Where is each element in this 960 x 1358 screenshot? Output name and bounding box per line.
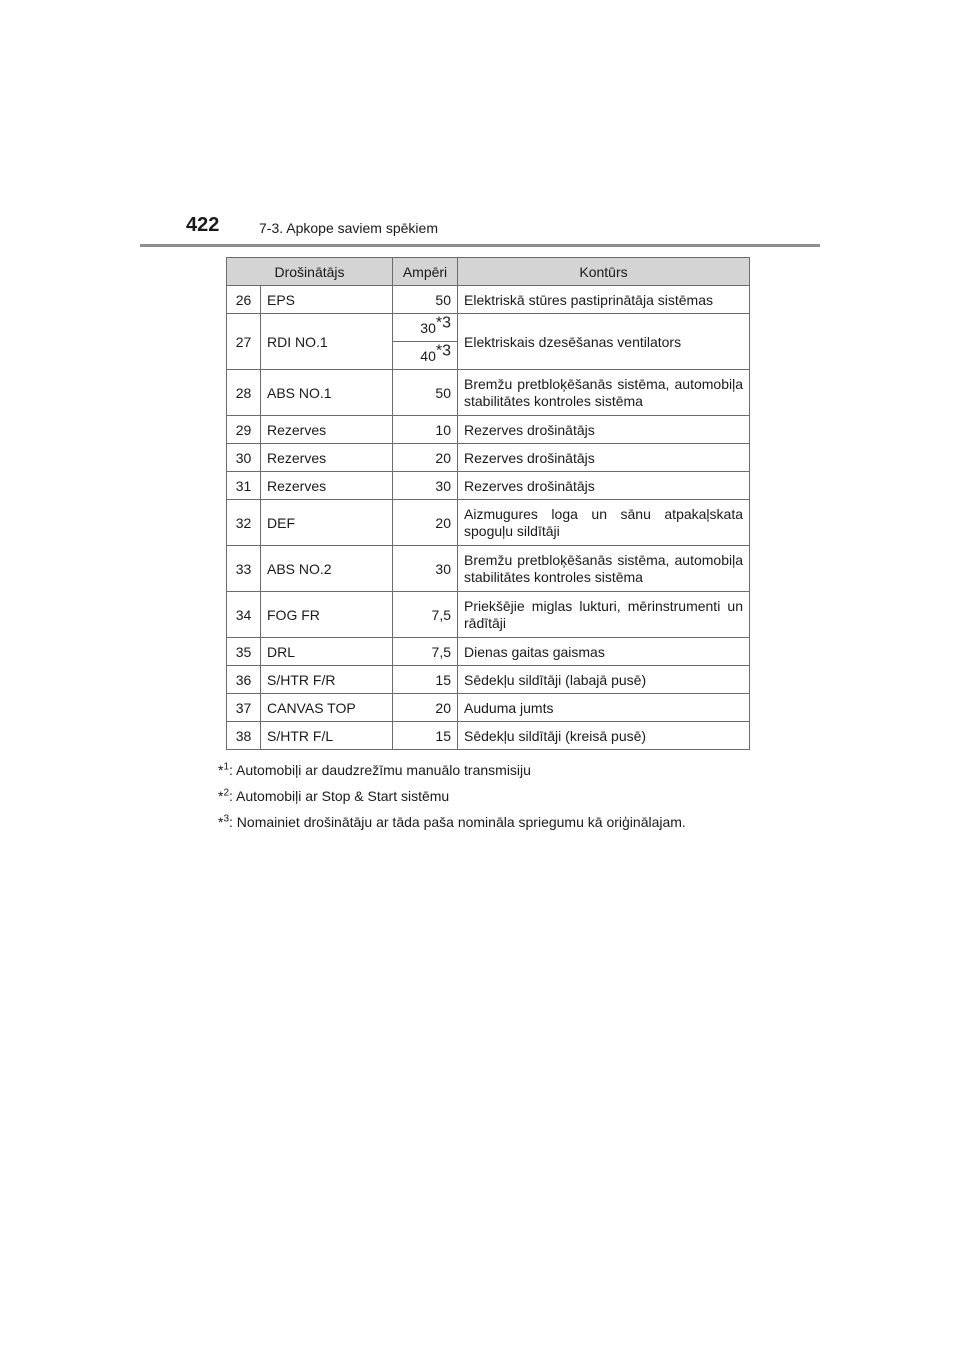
fuse-amperes (393, 314, 458, 342)
table-row (227, 546, 750, 592)
footnote-mark: * (218, 814, 224, 830)
footnote-ref: *3 (435, 313, 451, 331)
fuse-amperes: 10 (393, 416, 458, 444)
fuse-amperes: 30 (393, 546, 458, 592)
fuse-name: Rezerves (261, 472, 393, 500)
fuse-name: Rezerves (261, 416, 393, 444)
fuse-name: S/HTR F/R (261, 666, 393, 694)
header-divider (140, 244, 820, 247)
fuse-number: 36 (227, 666, 261, 694)
table-row (227, 286, 750, 314)
fuse-number: 37 (227, 694, 261, 722)
footnote (218, 760, 686, 786)
page-number: 422 (186, 214, 220, 236)
fuse-circuit: Rezerves drošinātājs (458, 472, 750, 500)
fuse-name: EPS (261, 286, 393, 314)
table-row (227, 722, 750, 750)
fuse-name: DRL (261, 638, 393, 666)
fuse-circuit: Aizmugures loga un sānu atpakaļskata spoguļu sildītāji (458, 500, 750, 546)
fuse-amperes: 30 (393, 472, 458, 500)
footnote-mark: * (218, 762, 224, 778)
footnotes (218, 760, 686, 838)
fuse-name: CANVAS TOP (261, 694, 393, 722)
fuse-circuit: Auduma jumts (458, 694, 750, 722)
table-row (227, 638, 750, 666)
fuse-number: 29 (227, 416, 261, 444)
fuse-number: 38 (227, 722, 261, 750)
page-header (186, 214, 826, 242)
footnote-text: : Automobiļi ar daudzrežīmu manuālo transmisiju (229, 762, 531, 778)
footnote-number: 3 (223, 813, 230, 825)
table-row (227, 500, 750, 546)
table-row (227, 592, 750, 638)
table-row (227, 472, 750, 500)
fuse-circuit: Sēdekļu sildītāji (kreisā pusē) (458, 722, 750, 750)
table-row (227, 666, 750, 694)
fuse-number: 27 (227, 314, 261, 370)
fuse-amperes (393, 342, 458, 370)
amperes-value: 30 (420, 319, 436, 336)
fuse-number: 26 (227, 286, 261, 314)
table-row (227, 444, 750, 472)
fuse-number: 34 (227, 592, 261, 638)
fuse-name: ABS NO.1 (261, 370, 393, 416)
footnote-number: 1 (223, 761, 230, 773)
footnote (218, 812, 686, 838)
fuse-circuit: Dienas gaitas gaismas (458, 638, 750, 666)
fuse-amperes: 20 (393, 444, 458, 472)
fuse-circuit: Rezerves drošinātājs (458, 416, 750, 444)
fuse-amperes: 50 (393, 370, 458, 416)
fuse-number: 31 (227, 472, 261, 500)
fuse-circuit: Elektriskā stūres pastiprinātāja sistēmas (458, 286, 750, 314)
fuse-circuit: Bremžu pretbloķēšanās sistēma, automobiļa stabilitātes kontroles sistēma (458, 546, 750, 592)
section-title: 7-3. Apkope saviem spēkiem (259, 220, 438, 236)
footnote-text: : Automobiļi ar Stop & Start sistēmu (229, 788, 450, 804)
fuse-amperes: 15 (393, 722, 458, 750)
fuse-amperes: 50 (393, 286, 458, 314)
table-row (227, 314, 750, 342)
fuse-name: DEF (261, 500, 393, 546)
fuse-name: RDI NO.1 (261, 314, 393, 370)
fuse-amperes: 20 (393, 694, 458, 722)
fuse-circuit: Elektriskais dzesēšanas ventilators (458, 314, 750, 370)
fuse-amperes: 7,5 (393, 592, 458, 638)
table-header-row (227, 258, 750, 286)
fuse-circuit: Bremžu pretbloķēšanās sistēma, automobiļa stabilitātes kontroles sistēma (458, 370, 750, 416)
table-row (227, 416, 750, 444)
fuse-name: FOG FR (261, 592, 393, 638)
fuse-amperes: 15 (393, 666, 458, 694)
amperes-value: 40 (420, 347, 436, 364)
fuse-number: 33 (227, 546, 261, 592)
fuse-number: 28 (227, 370, 261, 416)
footnote-text: : Nomainiet drošinātāju ar tāda paša nomināla spriegumu kā oriģinālajam. (229, 814, 686, 830)
fuse-table (226, 257, 750, 750)
footnote-ref: *3 (435, 341, 451, 359)
fuse-amperes: 20 (393, 500, 458, 546)
fuse-amperes: 7,5 (393, 638, 458, 666)
footnote-number: 2 (223, 787, 230, 799)
fuse-number: 30 (227, 444, 261, 472)
fuse-circuit: Sēdekļu sildītāji (labajā pusē) (458, 666, 750, 694)
column-header-circuit: Kontūrs (458, 258, 750, 286)
fuse-name: ABS NO.2 (261, 546, 393, 592)
column-header-amperes: Ampēri (393, 258, 458, 286)
fuse-name: S/HTR F/L (261, 722, 393, 750)
fuse-number: 35 (227, 638, 261, 666)
table-row (227, 370, 750, 416)
fuse-number: 32 (227, 500, 261, 546)
footnote (218, 786, 686, 812)
fuse-circuit: Priekšējie miglas lukturi, mērinstrumenti un rādītāji (458, 592, 750, 638)
footnote-mark: * (218, 788, 224, 804)
fuse-circuit: Rezerves drošinātājs (458, 444, 750, 472)
column-header-fuse: Drošinātājs (227, 258, 393, 286)
table-row (227, 694, 750, 722)
fuse-name: Rezerves (261, 444, 393, 472)
